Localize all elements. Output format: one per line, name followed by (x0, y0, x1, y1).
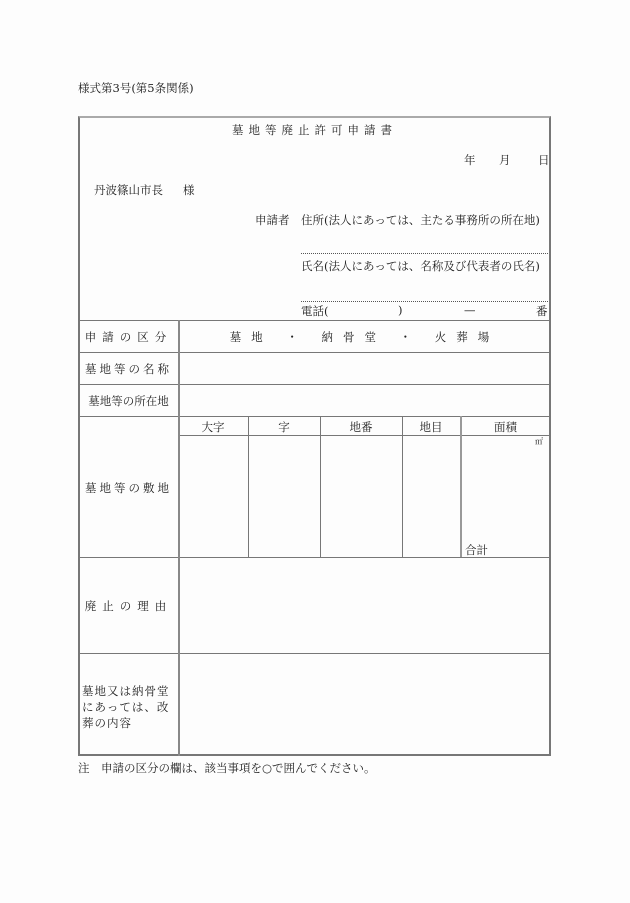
col-oaza: 大字 (201, 420, 225, 434)
land-category-field[interactable] (403, 437, 459, 556)
applicant-address-label: 住所(法人にあっては、主たる事務所の所在地) (301, 213, 540, 227)
area-field[interactable] (462, 437, 550, 537)
facility-location-label: 墓地等の所在地 (88, 394, 169, 408)
row-divider (78, 320, 551, 321)
form-title: 墓地等廃止許可申請書 (232, 123, 397, 137)
phone-label: 電話( (301, 304, 329, 318)
area-unit: ㎡ (535, 437, 543, 446)
date-year-label: 年 (464, 153, 476, 167)
reason-label: 廃止の理由 (84, 599, 173, 613)
phone-dash: — (464, 303, 476, 317)
applicant-name-field[interactable] (301, 301, 548, 302)
date-month-label: 月 (499, 153, 511, 167)
site-subheader-divider (178, 435, 551, 436)
applicant-label: 申請者 (255, 213, 290, 227)
facility-name-label: 墓地等の名称 (85, 362, 172, 376)
reason-field[interactable] (180, 558, 550, 652)
applicant-name-label: 氏名(法人にあっては、名称及び代表者の氏名) (301, 259, 540, 273)
col-lot-number: 地番 (349, 420, 373, 434)
site-label: 墓地等の敷地 (85, 481, 172, 495)
footnote: 注 申請の区分の欄は、該当事項を○で囲んでください。 (78, 761, 376, 775)
addressee (94, 182, 195, 198)
applicant-address-field[interactable] (301, 253, 548, 254)
date-day-label: 日 (538, 153, 550, 167)
reburial-label: 墓地又は納骨堂にあっては、改葬の内容 (82, 684, 170, 730)
facility-name-field[interactable] (180, 353, 550, 383)
addressee-honorific: 様 (183, 183, 195, 197)
form-number-caption: 様式第3号(第5条関係) (78, 81, 194, 95)
lot-number-field[interactable] (321, 437, 401, 556)
row-divider (78, 416, 551, 417)
category-label: 申請の区分 (84, 330, 173, 344)
phone-suffix: 番 (536, 304, 548, 318)
category-options[interactable]: 墓地 ・ 納骨堂 ・ 火葬場 (229, 330, 500, 344)
oaza-field[interactable] (179, 437, 247, 556)
col-land-category: 地目 (419, 420, 443, 434)
aza-field[interactable] (249, 437, 319, 556)
col-area: 面積 (494, 420, 517, 434)
area-total-label: 合計 (465, 543, 488, 557)
phone-paren-close: ) (398, 303, 403, 317)
addressee-name: 丹波篠山市長 (94, 183, 163, 197)
facility-location-field[interactable] (180, 385, 550, 415)
col-aza: 字 (278, 420, 290, 434)
reburial-field[interactable] (180, 654, 550, 754)
